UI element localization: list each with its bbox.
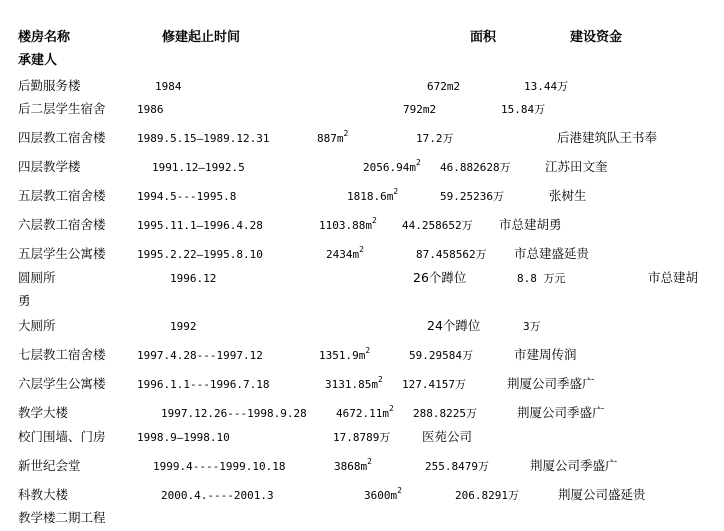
row-builder: 市建周传润 xyxy=(514,347,577,362)
row-period: 2000.4.----2001.3 xyxy=(161,489,274,502)
row-name: 校门围墙、门房 xyxy=(18,429,106,444)
row-area: $4672.11m^2$ xyxy=(336,404,394,420)
header-funds: 建设资金 xyxy=(570,30,623,45)
row-period: 1995.11.1—1996.4.28 xyxy=(137,219,263,232)
row-name: 圆厕所 xyxy=(18,270,56,285)
row-name: 大厕所 xyxy=(18,318,56,333)
row-builder: 荆厦公司盛延贵 xyxy=(558,487,646,502)
row-funds: 17.8789万 xyxy=(333,431,391,444)
row-funds: 288.8225万 xyxy=(413,407,477,420)
row-builder: 后港建筑队王书奉 xyxy=(557,130,658,145)
row-period: 1998.9—1998.10 xyxy=(137,431,230,444)
row-area: $1351.9m^2$ xyxy=(319,346,371,362)
row-period: 1995.2.22—1995.8.10 xyxy=(137,248,263,261)
row-area: 792m2 xyxy=(403,103,437,116)
header-area: 面积 xyxy=(470,30,497,45)
row-builder: 江苏田文奎 xyxy=(545,159,608,174)
row-builder: 荆厦公司季盛广 xyxy=(530,458,618,473)
row-name: 四层教学楼 xyxy=(18,159,81,174)
header-builder: 承建人 xyxy=(18,53,58,68)
row-name: 科教大楼 xyxy=(18,487,69,502)
row-funds: 3万 xyxy=(523,320,541,333)
row-area: $3868m^2$ xyxy=(334,457,372,473)
row-name: 新世纪会堂 xyxy=(18,458,81,473)
row-area: 24个蹲位 xyxy=(427,318,481,333)
row-period: 1997.12.26---1998.9.28 xyxy=(161,407,307,420)
row-area: $1103.88m^2$ xyxy=(319,216,377,232)
row-funds: 255.8479万 xyxy=(425,460,489,473)
row-area: 26个蹲位 xyxy=(413,270,467,285)
row-area: $3600m^2$ xyxy=(364,486,402,502)
row-name: 六层教工宿舍楼 xyxy=(18,217,106,232)
row-period: 1986 xyxy=(137,103,164,116)
row-area: $2434m^2$ xyxy=(326,245,364,261)
row-funds: 17.2万 xyxy=(416,132,454,145)
row-builder: 医苑公司 xyxy=(422,429,473,444)
row-builder: 张树生 xyxy=(549,188,587,203)
row-funds: 13.44万 xyxy=(524,80,569,93)
row-funds: 87.458562万 xyxy=(416,248,487,261)
row-area: $1818.6m^2$ xyxy=(347,187,399,203)
row-period: 1989.5.15—1989.12.31 xyxy=(137,132,270,145)
row-name: 后二层学生宿舍 xyxy=(18,101,106,116)
row-funds: 206.8291万 xyxy=(455,489,519,502)
row-period: 1992 xyxy=(170,320,197,333)
row-funds: 8.8 万元 xyxy=(517,272,566,285)
row-funds: 59.29584万 xyxy=(409,349,473,362)
row-name: 五层教工宿舍楼 xyxy=(18,188,106,203)
row-name: 六层学生公寓楼 xyxy=(18,376,106,391)
row-area: 672m2 xyxy=(427,80,461,93)
row-period: 1994.5---1995.8 xyxy=(137,190,237,203)
row-area: $3131.85m^2$ xyxy=(325,375,383,391)
header-period: 修建起止时间 xyxy=(162,30,241,45)
row-builder: 荆厦公司季盛广 xyxy=(517,405,605,420)
row-name: 后勤服务楼 xyxy=(18,78,81,93)
row-period: 1999.4----1999.10.18 xyxy=(153,460,286,473)
row-funds: 59.25236万 xyxy=(440,190,504,203)
row-period: 1996.12 xyxy=(170,272,217,285)
row-name: 教学楼二期工程 xyxy=(18,510,106,525)
row-period: 1991.12—1992.5 xyxy=(152,161,245,174)
row-name: 五层学生公寓楼 xyxy=(18,246,106,261)
row-period: 1984 xyxy=(155,80,182,93)
row-period: 1997.4.28---1997.12 xyxy=(137,349,263,362)
row-funds: 127.4157万 xyxy=(402,378,466,391)
header-name: 楼房名称 xyxy=(18,30,71,45)
row-name: 七层教工宿舍楼 xyxy=(18,347,106,362)
row-name: 四层教工宿舍楼 xyxy=(18,130,106,145)
row-funds: 46.882628万 xyxy=(440,161,511,174)
row-funds: 44.258652万 xyxy=(402,219,473,232)
row-builder: 荆厦公司季盛广 xyxy=(507,376,595,391)
row-builder: 市总建胡勇 xyxy=(499,217,562,232)
row-area: $887m^2$ xyxy=(317,129,349,145)
row-name: 教学大楼 xyxy=(18,405,69,420)
row-area: $2056.94m^2$ xyxy=(363,158,421,174)
row-period: 1996.1.1---1996.7.18 xyxy=(137,378,270,391)
row-funds: 15.84万 xyxy=(501,103,546,116)
row-builder: 市总建盛延贵 xyxy=(514,246,590,261)
row-builder: 市总建胡 xyxy=(648,270,699,285)
row-builder-continued: 勇 xyxy=(18,293,31,308)
